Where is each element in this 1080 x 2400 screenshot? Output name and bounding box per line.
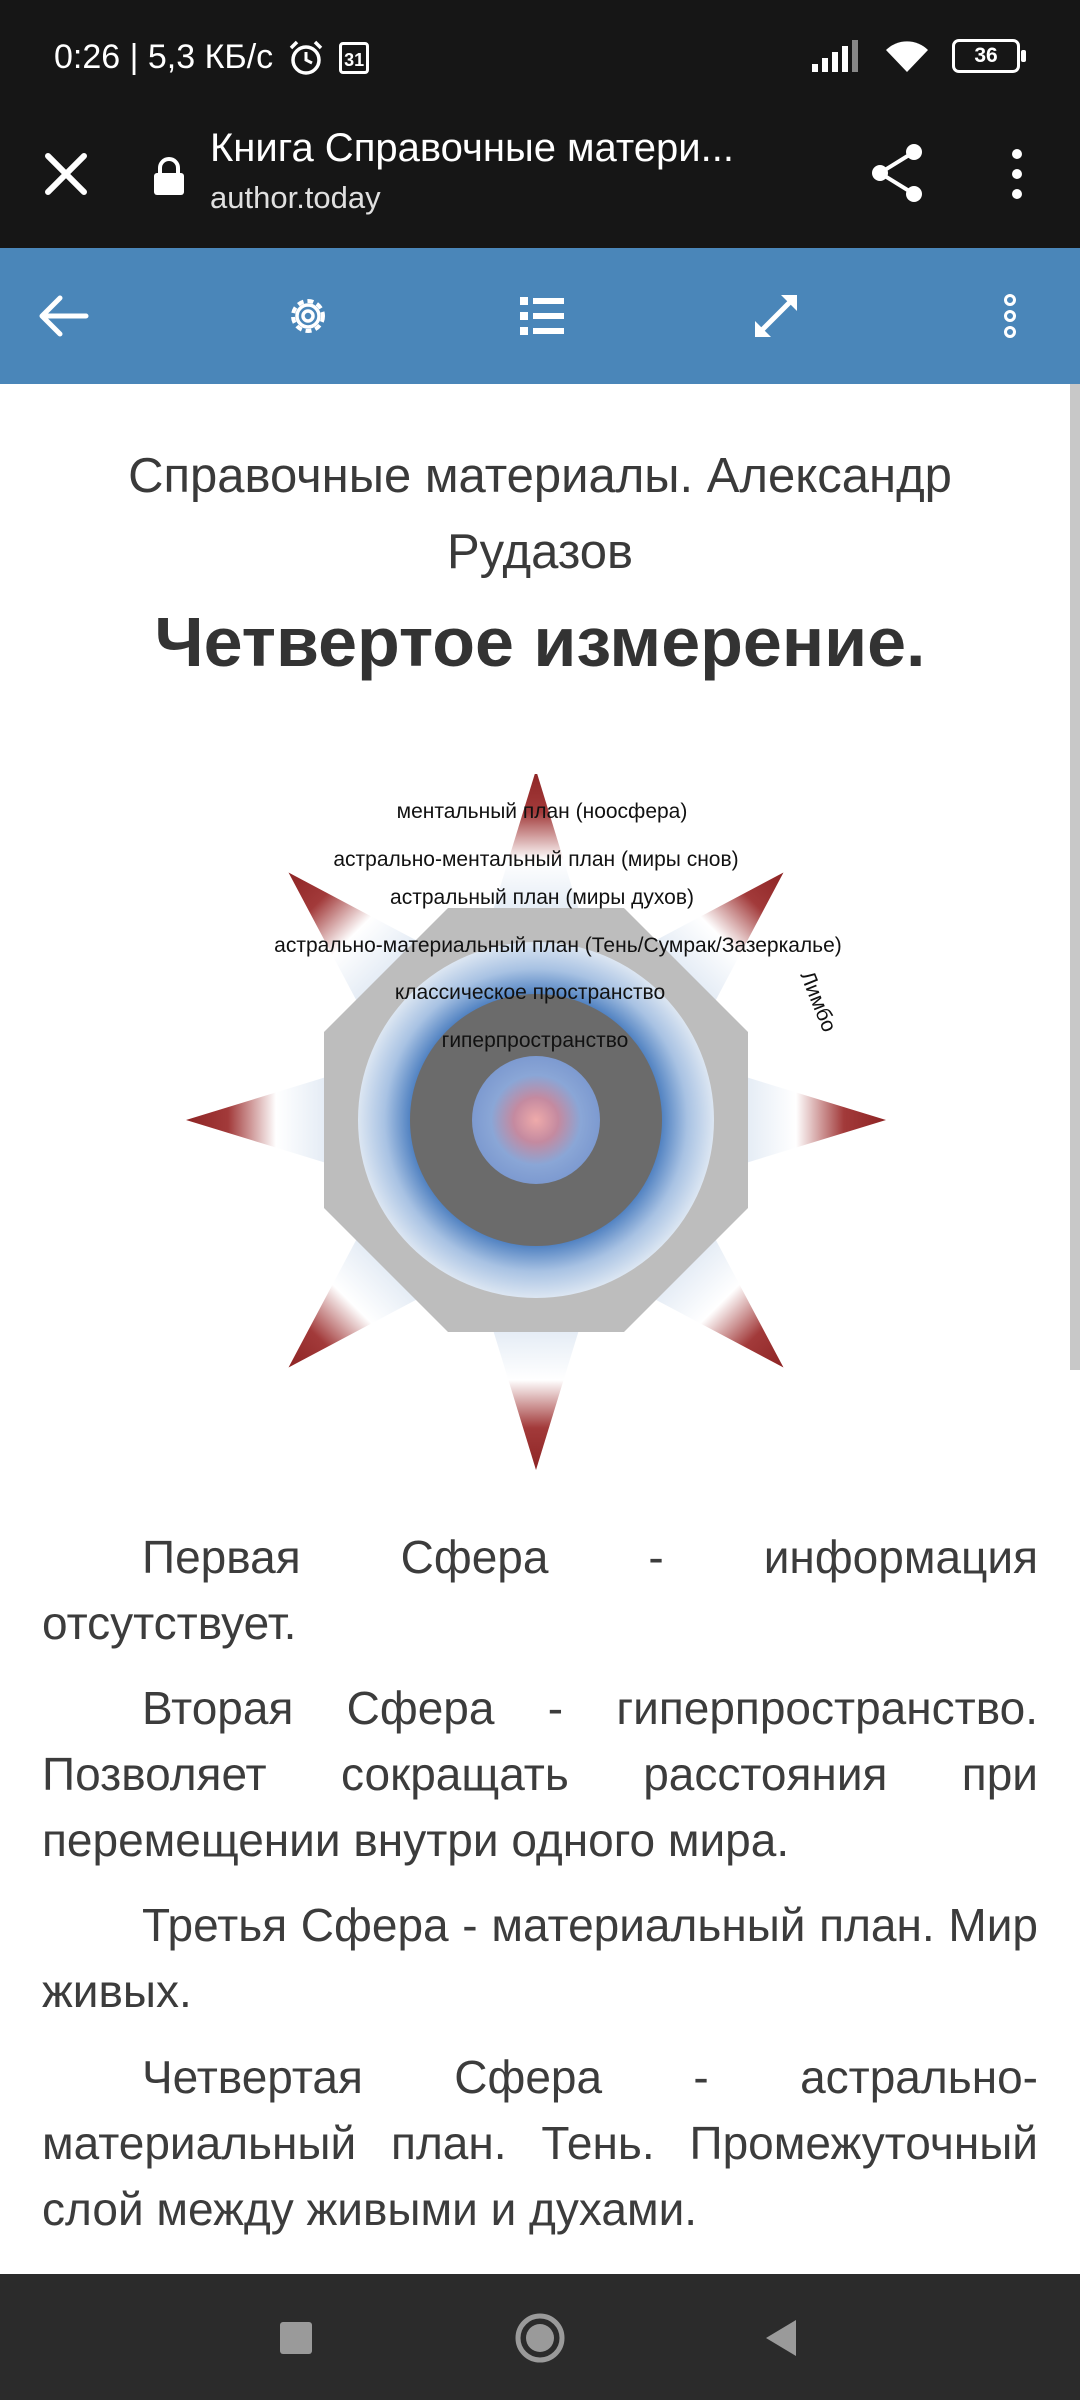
wifi-icon	[884, 38, 930, 74]
paragraph-sphere-1: Первая Сфера - информация отсутствует.	[42, 1531, 1038, 1649]
spheres-diagram	[180, 774, 900, 1484]
scrollbar[interactable]	[1070, 384, 1080, 1370]
chapter-title: Четвертое измерение.	[154, 603, 926, 681]
label-classic-space: классическое пространство	[394, 981, 666, 1004]
status-time-speed: 0:26 | 5,3 КБ/с	[54, 38, 274, 76]
triangle-back-icon	[752, 2308, 812, 2368]
browser-toolbar	[0, 118, 1080, 248]
lock-icon[interactable]	[152, 156, 186, 196]
back-button[interactable]	[36, 288, 92, 344]
arrow-left-icon	[38, 294, 90, 338]
circle-icon	[510, 2308, 570, 2368]
paragraph-sphere-2: Вторая Сфера - гиперпространство. Позволяет сокращать расстояния при перемещении внутри одного мира.	[42, 1682, 1038, 1866]
paragraph-sphere-4: Четвертая Сфера - астрально-материальный план. Тень. Промежуточный слой между живыми и духами.	[42, 2051, 1038, 2235]
battery-indicator	[952, 39, 1020, 73]
status-left	[54, 38, 369, 77]
status-bar	[0, 0, 1080, 118]
label-limbo: Лимбо	[795, 967, 841, 1036]
home-button[interactable]	[510, 2308, 570, 2368]
close-tab-button[interactable]	[40, 148, 92, 200]
contents-button[interactable]	[514, 288, 570, 344]
calendar-icon	[339, 42, 369, 74]
book-author-heading: Справочные материалы. Александр Рудазов	[128, 449, 952, 579]
signal-icon	[812, 40, 862, 72]
label-astral-material-plane: астрально-материальный план (Тень/Сумрак/Зазеркалье)	[274, 934, 842, 957]
recent-apps-button[interactable]	[266, 2308, 326, 2368]
alarm-icon	[287, 39, 325, 77]
browser-url[interactable]: author.today	[210, 180, 381, 215]
reader-more-button[interactable]	[982, 288, 1038, 344]
reader-toolbar	[0, 248, 1080, 384]
label-astral-plane: астральный план (миры духов)	[390, 886, 694, 909]
calendar-day: 31	[344, 49, 365, 70]
share-icon	[870, 142, 926, 204]
fullscreen-button[interactable]	[748, 288, 804, 344]
system-nav-bar	[0, 2274, 1080, 2400]
label-astral-mental-plane: астрально-ментальный план (миры снов)	[333, 848, 739, 871]
close-icon	[40, 148, 92, 200]
list-icon	[518, 294, 566, 338]
share-button[interactable]	[870, 142, 926, 204]
battery-level: 36	[974, 44, 998, 67]
browser-page-title[interactable]: Книга Справочные матери...	[210, 126, 734, 170]
expand-icon	[751, 291, 801, 341]
status-right	[812, 38, 1020, 74]
label-mental-plane: ментальный план (ноосфера)	[396, 800, 688, 823]
more-vertical-icon	[1000, 292, 1020, 340]
settings-button[interactable]	[280, 288, 336, 344]
square-icon	[266, 2308, 326, 2368]
paragraph-sphere-3: Третья Сфера - материальный план. Мир живых.	[42, 1899, 1038, 2017]
gear-icon	[284, 292, 332, 340]
more-vertical-icon	[1000, 144, 1034, 204]
reader-content[interactable]	[0, 384, 1080, 2274]
browser-menu-button[interactable]	[1000, 144, 1034, 204]
label-hyperspace: гиперпространство	[441, 1029, 629, 1052]
back-nav-button[interactable]	[752, 2308, 812, 2368]
